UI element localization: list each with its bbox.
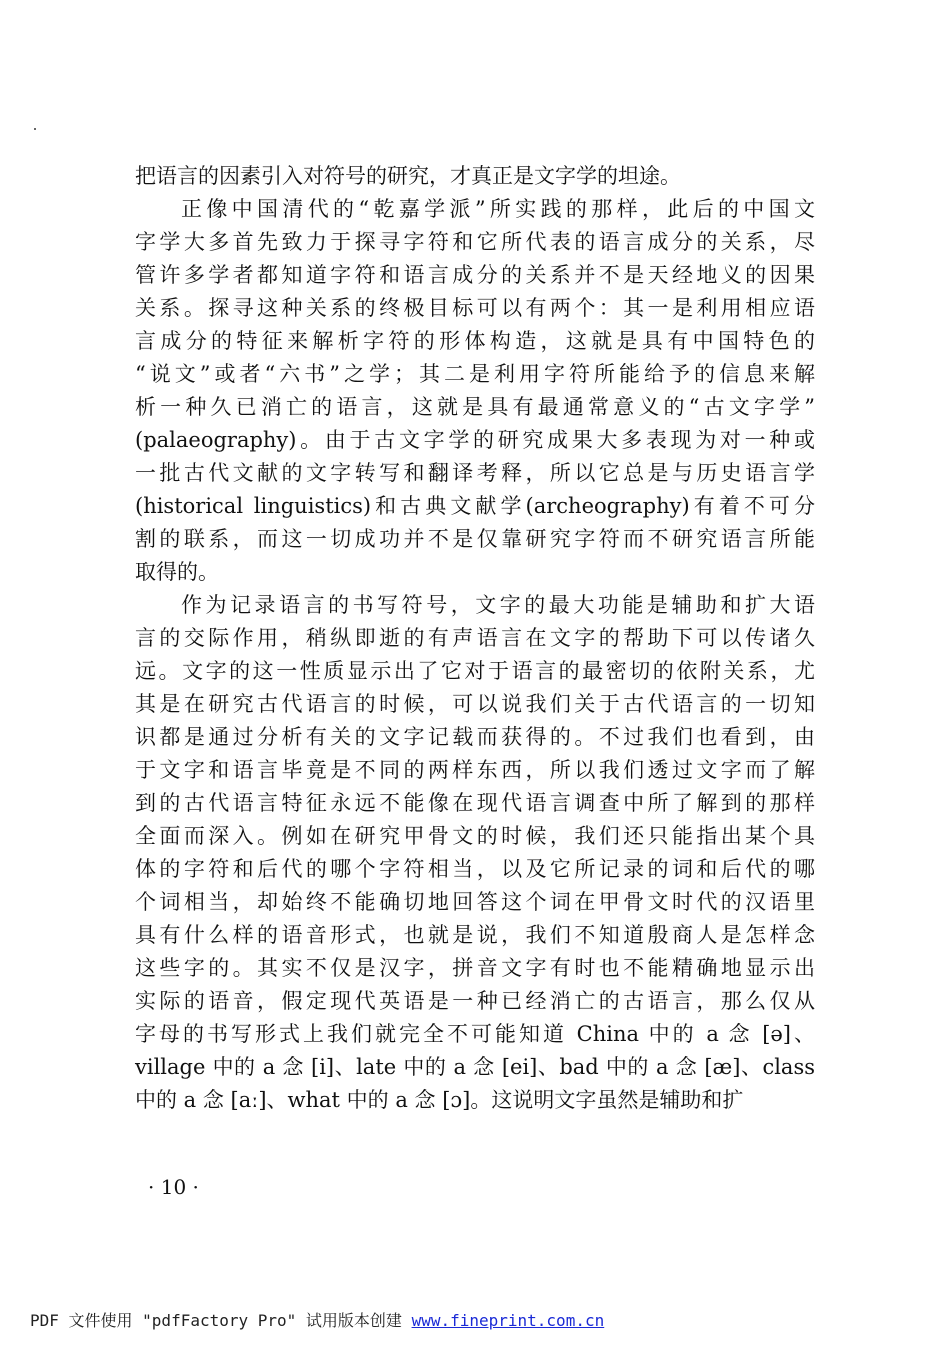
text-line: village 中的 a 念 [i]、late 中的 a 念 [ei]、bad 中的 a 念 [æ]、class xyxy=(135,1055,815,1079)
text-line: 到的古代语言特征永远不能像在现代语言调查中所了解到的那样 xyxy=(135,791,815,815)
paragraph xyxy=(135,589,815,1117)
text-line: 言的交际作用，稍纵即逝的有声语言在文字的帮助下可以传诸久 xyxy=(135,626,815,650)
text-line: 具有什么样的语音形式，也就是说，我们不知道殷商人是怎样念 xyxy=(135,923,815,947)
text-line: 字母的书写形式上我们就完全不可能知道 China 中的 a 念 [ə]、 xyxy=(135,1022,815,1046)
text-line: 识都是通过分析有关的文字记载而获得的。不过我们也看到，由 xyxy=(135,725,815,749)
footer-text: PDF 文件使用 "pdfFactory Pro" 试用版本创建 xyxy=(30,1311,412,1330)
page-body-text xyxy=(135,160,815,1117)
text-line: 全面而深入。例如在研究甲骨文的时候，我们还只能指出某个具 xyxy=(135,824,815,848)
text-line: 于文字和语言毕竟是不同的两样东西，所以我们透过文字而了解 xyxy=(135,758,815,782)
text-line: 实际的语音，假定现代英语是一种已经消亡的古语言，那么仅从 xyxy=(135,989,815,1013)
text-line: 言成分的特征来解析字符的形体构造，这就是具有中国特色的 xyxy=(135,329,815,353)
text-line: 关系。探寻这种关系的终极目标可以有两个：其一是利用相应语 xyxy=(135,296,815,320)
pdf-footer xyxy=(30,1308,604,1331)
text-line: 中的 a 念 [aː]、what 中的 a 念 [ɔ]。这说明文字虽然是辅助和扩 xyxy=(135,1088,744,1112)
footer-link[interactable]: www.fineprint.com.cn xyxy=(411,1311,605,1330)
text-line: 析一种久已消亡的语言，这就是具有最通常意义的“古文字学” xyxy=(135,395,815,419)
text-line: 一批古代文献的文字转写和翻译考释，所以它总是与历史语言学 xyxy=(135,461,815,485)
page-number: · 10 · xyxy=(148,1175,199,1199)
text-line: 其是在研究古代语言的时候，可以说我们关于古代语言的一切知 xyxy=(135,692,815,716)
text-line: 字学大多首先致力于探寻字符和它所代表的语言成分的关系，尽 xyxy=(135,230,815,254)
paragraph xyxy=(135,160,815,193)
text-line: 个词相当，却始终不能确切地回答这个词在甲骨文时代的汉语里 xyxy=(135,890,815,914)
text-line: 取得的。 xyxy=(135,560,219,584)
text-line: 远。文字的这一性质显示出了它对于语言的最密切的依附关系，尤 xyxy=(135,659,815,683)
text-line: 管许多学者都知道字符和语言成分的关系并不是天经地义的因果 xyxy=(135,263,815,287)
text-line: “说文”或者“六书”之学；其二是利用字符所能给予的信息来解 xyxy=(135,362,815,386)
scan-speck xyxy=(34,128,36,130)
text-line: 体的字符和后代的哪个字符相当，以及它所记录的词和后代的哪 xyxy=(135,857,815,881)
text-line: 正像中国清代的“乾嘉学派”所实践的那样，此后的中国文 xyxy=(181,197,815,221)
text-line: (palaeography)。由于古文字学的研究成果大多表现为对一种或 xyxy=(135,428,815,452)
text-line: 把语言的因素引入对符号的研究，才真正是文字学的坦途。 xyxy=(135,164,681,188)
text-line: 作为记录语言的书写符号，文字的最大功能是辅助和扩大语 xyxy=(181,593,815,617)
text-line: 这些字的。其实不仅是汉字，拼音文字有时也不能精确地显示出 xyxy=(135,956,815,980)
paragraph xyxy=(135,193,815,589)
text-line: (historical linguistics)和古典文献学(archeography)有着不可分 xyxy=(135,494,815,518)
text-line: 割的联系，而这一切成功并不是仅靠研究字符而不研究语言所能 xyxy=(135,527,815,551)
